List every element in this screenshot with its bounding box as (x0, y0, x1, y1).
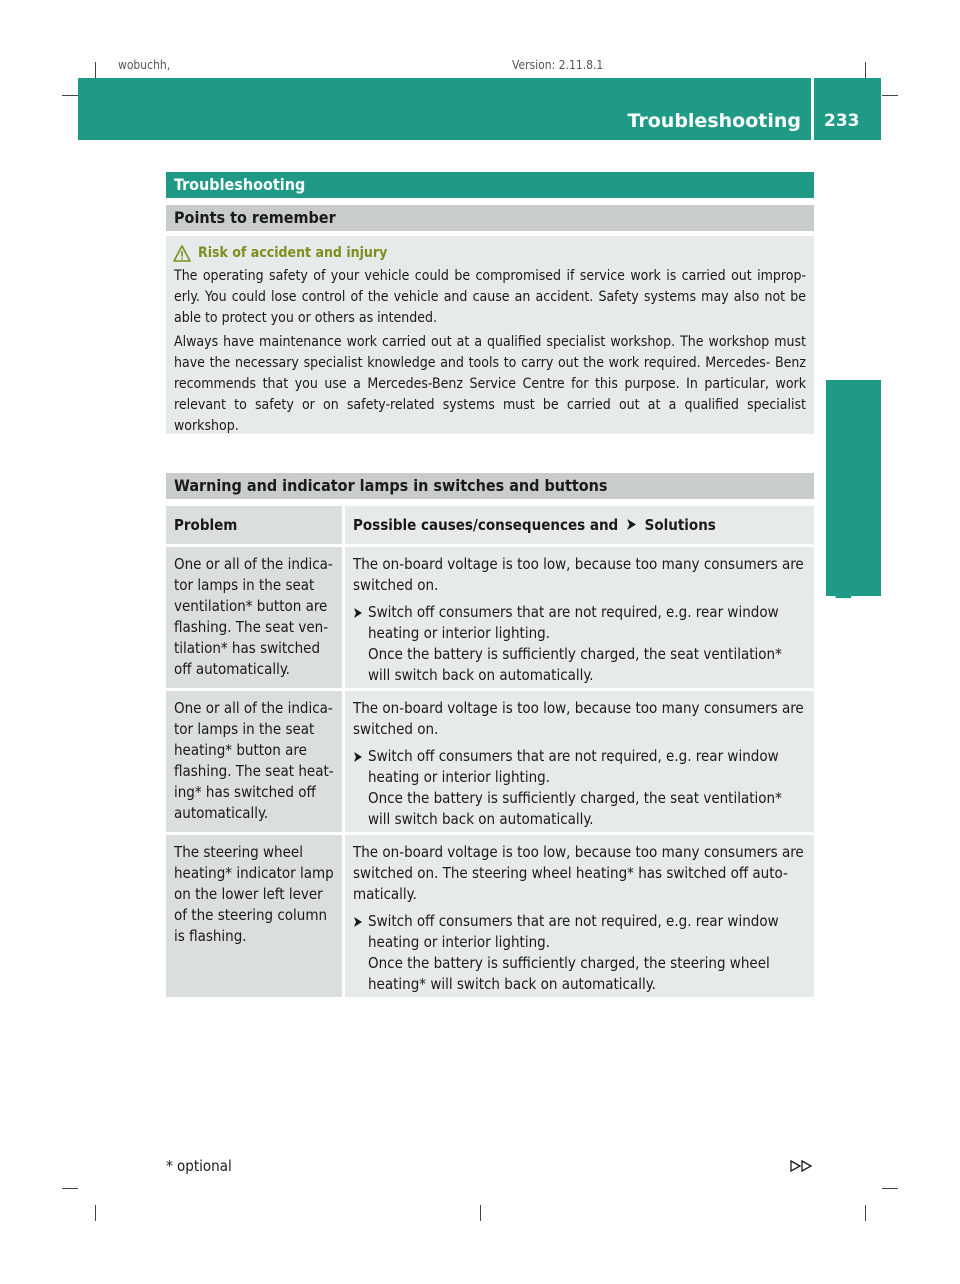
followup-text: Once the battery is sufficiently charged, the steering wheel heating* will switch back on automatically. (368, 954, 770, 993)
solution-cell (345, 835, 814, 1000)
printer-info-left: wobuchh, (118, 58, 171, 72)
table-header-row (166, 506, 814, 547)
warning-box (166, 236, 814, 434)
action-step-text: Switch off consumers that are not required, e.g. rear window heating or interior lighting. (368, 747, 779, 786)
printer-info-right: Version: 2.11.8.1 (512, 58, 604, 72)
warning-paragraph: Always have maintenance work carried out at a qualified specialist workshop. The workshop must have the necessary specialist knowledge and tools to carry out the work required. Mercedes- Benz recommends that you use a Mercedes-Benz Service Centre for this purpose. In particular, work relevant to safety or on safety-related systems must be carried out at a qualified specialist workshop. (174, 334, 806, 434)
crop-mark (95, 1205, 96, 1221)
action-step (353, 746, 806, 788)
crop-mark (865, 1205, 866, 1221)
header-divider (811, 78, 814, 140)
warning-triangle-icon (173, 245, 191, 262)
footnote: * optional (166, 1157, 232, 1175)
continued-arrows-icon (790, 1160, 814, 1172)
column-header-solutions-label: Solutions (644, 516, 716, 534)
action-arrow-icon (626, 518, 637, 531)
crop-mark (95, 62, 96, 78)
side-tab-label: Practical advice (832, 412, 856, 600)
subsection-title: Warning and indicator lamps in switches and buttons (166, 473, 814, 499)
crop-mark (480, 1205, 481, 1221)
crop-mark (62, 95, 78, 96)
solution-cell (345, 547, 814, 691)
action-step (353, 602, 806, 644)
subsection-title: Points to remember (166, 205, 814, 231)
action-arrow-icon (353, 607, 363, 619)
column-header-problem: Problem (166, 506, 345, 547)
action-arrow-icon (353, 751, 363, 763)
cause-text: The on-board voltage is too low, because too many consumers are switched on. (353, 555, 804, 594)
column-header-causes-label: Possible causes/consequences and (353, 516, 619, 534)
action-step-text: Switch off consumers that are not required, e.g. rear window heating or interior lighting. (368, 603, 779, 642)
warning-title: Risk of accident and injury (198, 245, 388, 261)
table-row (166, 691, 814, 835)
crop-mark (882, 95, 898, 96)
page-header (78, 78, 881, 140)
solution-cell (345, 691, 814, 835)
followup-text: Once the battery is sufficiently charged, the seat ventilation* will switch back on automatically. (368, 645, 782, 684)
problem-cell: The steering wheel heating* indicator lamp on the lower left lever of the steering column is flashing. (166, 835, 345, 1000)
section-title: Troubleshooting (166, 172, 814, 198)
cause-text: The on-board voltage is too low, because too many consumers are switched on. (353, 699, 804, 738)
troubleshooting-table (166, 506, 814, 1000)
problem-cell: One or all of the indica- tor lamps in the seat ventilation* button are flashing. The seat ven- tilation* has switched off automatically. (166, 547, 345, 691)
header-title: Troubleshooting (627, 110, 801, 132)
table-row (166, 547, 814, 691)
crop-mark (62, 1188, 78, 1189)
table-row (166, 835, 814, 1000)
followup-text: Once the battery is sufficiently charged, the seat ventilation* will switch back on automatically. (368, 789, 782, 828)
page-number: 233 (824, 111, 860, 131)
cause-text: The on-board voltage is too low, because too many consumers are switched on. The steering wheel heating* has switched off auto- matically. (353, 843, 804, 903)
problem-cell: One or all of the indica- tor lamps in the seat heating* button are flashing. The seat heat- ing* has switched off automatically. (166, 691, 345, 835)
crop-mark (882, 1188, 898, 1189)
action-step-text: Switch off consumers that are not required, e.g. rear window heating or interior lighting. (368, 912, 779, 951)
warning-paragraph: The operating safety of your vehicle could be compromised if service work is carried out improp- erly. You could lose control of the vehicle and cause an accident. Safety systems may also not be able to protect you or others as intended. (174, 268, 806, 326)
action-arrow-icon (353, 916, 363, 928)
crop-mark (865, 62, 866, 78)
column-header-causes (345, 506, 814, 547)
action-step (353, 911, 806, 953)
